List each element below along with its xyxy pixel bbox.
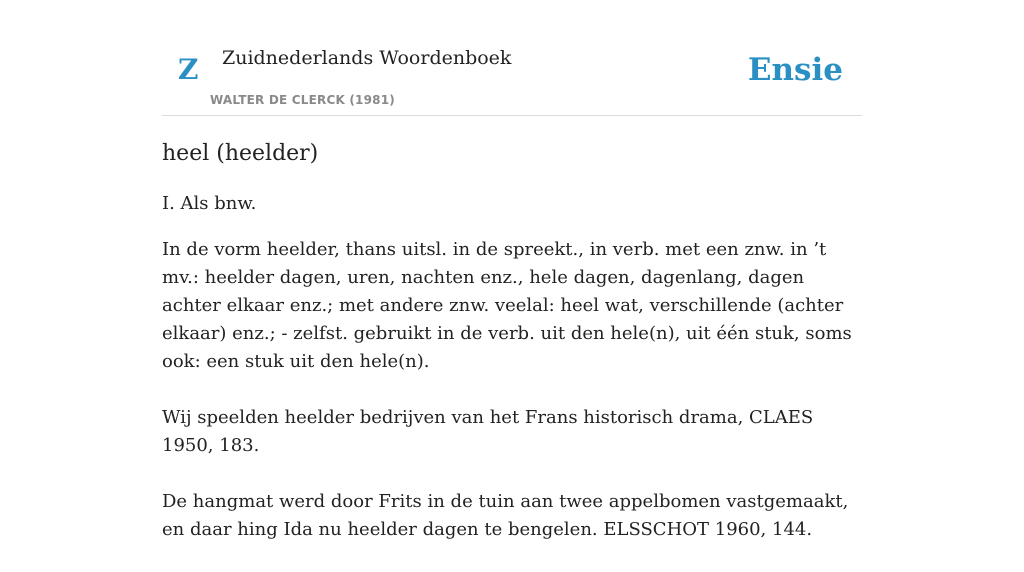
- entry-paragraph: In de vorm heelder, thans uitsl. in de spreekt., in verb. met een znw. in ’t mv.: heelder dagen, uren, nachten enz., hele dagen, dagenlang, dagen achter elkaar enz.; met andere znw. veelal: heel wat, verschillende (achter elkaar) enz.; - zelfst. gebruikt in de verb. uit den hele(n), uit één stuk, soms ook: een stuk uit den hele(n).: [162, 239, 852, 372]
- book-logo-icon[interactable]: Z: [178, 53, 199, 86]
- brand-logo-link[interactable]: Ensie: [747, 52, 843, 88]
- entry-sense: I. Als bnw.: [162, 193, 257, 214]
- entry-quote: De hangmat werd door Frits in de tuin aan twee appelbomen vastgemaakt, en daar hing Ida nu heelder dagen te bengelen. ELSSCHOT 1960, 144.: [162, 491, 849, 540]
- entry-title: heel (heelder): [162, 141, 319, 166]
- book-author: WALTER DE CLERCK (1981): [210, 93, 395, 107]
- page-header: [162, 0, 862, 116]
- entry-content: [162, 138, 862, 572]
- entry-quote: Wij speelden heelder bedrijven van het Frans historisch drama, CLAES 1950, 183.: [162, 407, 814, 456]
- book-title[interactable]: Zuidnederlands Woordenboek: [222, 47, 512, 69]
